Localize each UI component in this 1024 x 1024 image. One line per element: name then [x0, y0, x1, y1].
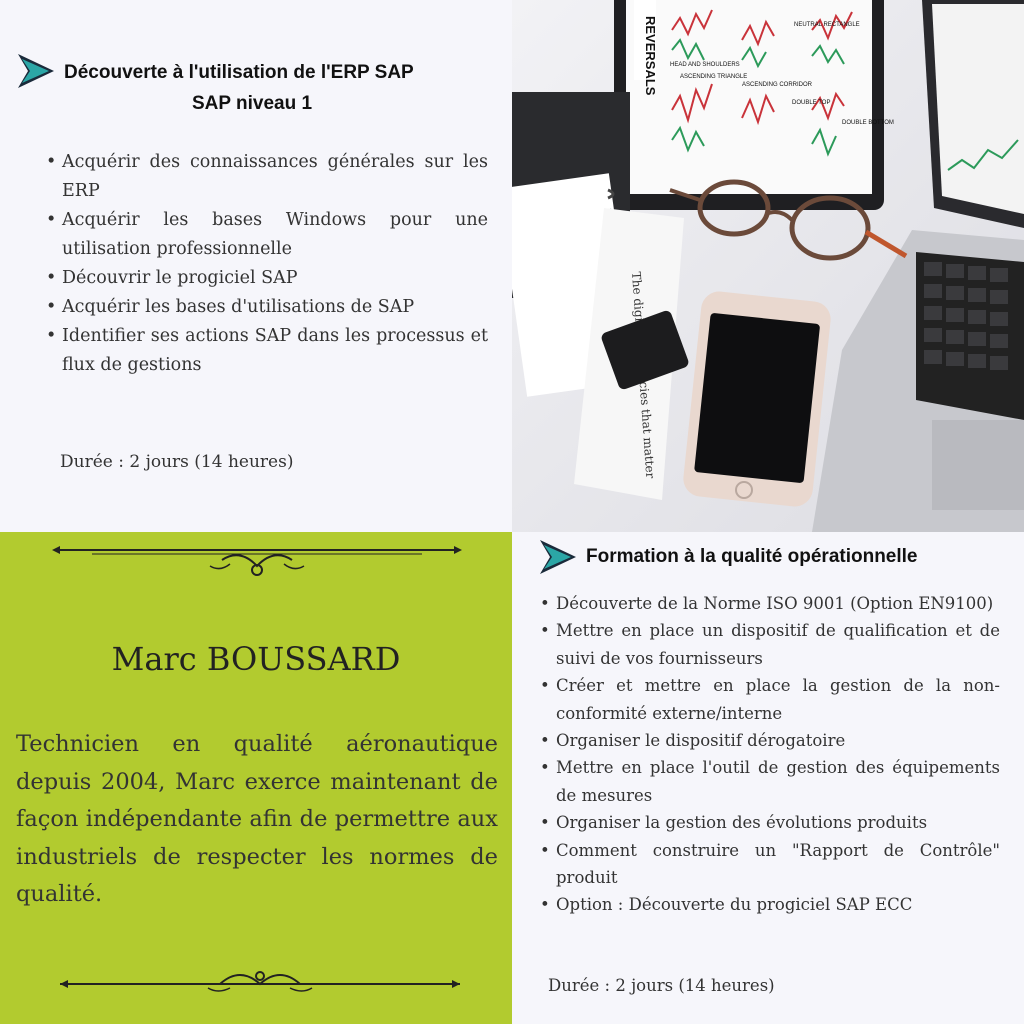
- list-item: • Mettre en place l'outil de gestion des équipements de mesures: [540, 754, 1000, 809]
- sap-training-list: [46, 148, 488, 380]
- list-item: • Organiser la gestion des évolutions produits: [540, 809, 1000, 836]
- list-item: • Identifier ses actions SAP dans les processus et flux de gestions: [46, 322, 488, 380]
- pattern-label: NEUTRAL RECTANGLE: [794, 22, 860, 28]
- sap-training-subtitle: SAP niveau 1: [192, 93, 313, 114]
- list-item: • Acquérir les bases Windows pour une utilisation professionnelle: [46, 206, 488, 264]
- tablet-title: REVERSALS: [643, 16, 658, 96]
- desk-illustration: [512, 0, 1024, 532]
- pattern-label: ASCENDING CORRIDOR: [742, 82, 813, 88]
- trainer-bio: Technicien en qualité aéronautique depuis 2004, Marc exerce maintenant de façon indépendante afin de permettre aux industriels de respecter les normes de qualité.: [16, 731, 498, 907]
- list-item: • Comment construire un "Rapport de Contrôle" produit: [540, 837, 1000, 892]
- ornament-divider-bottom-icon: [60, 966, 460, 996]
- arrow-icon: [16, 52, 56, 90]
- quality-training-list: [540, 590, 1000, 919]
- pattern-label: HEAD AND SHOULDERS: [670, 62, 740, 68]
- arrow-icon: [538, 538, 578, 576]
- list-item: • Acquérir des connaissances générales sur les ERP: [46, 148, 488, 206]
- desk-photo: [512, 0, 1024, 532]
- ornament-divider-top-icon: [52, 540, 462, 580]
- list-item: • Découvrir le progiciel SAP: [46, 264, 488, 293]
- list-item: • Découverte de la Norme ISO 9001 (Option EN9100): [540, 590, 1000, 617]
- sap-training-title: Découverte à l'utilisation de l'ERP SAP: [64, 62, 414, 83]
- trainer-name: Marc BOUSSARD: [111, 640, 401, 678]
- list-item: • Mettre en place un dispositif de qualification et de suivi de vos fournisseurs: [540, 617, 1000, 672]
- list-item: • Créer et mettre en place la gestion de la non-conformité externe/interne: [540, 672, 1000, 727]
- sap-training-duration: Durée : 2 jours (14 heures): [60, 452, 294, 472]
- list-item: • Acquérir les bases d'utilisations de SAP: [46, 293, 488, 322]
- pattern-label: ASCENDING TRIANGLE: [680, 74, 748, 80]
- quality-training-title: Formation à la qualité opérationnelle: [586, 546, 918, 567]
- quality-training-duration: Durée : 2 jours (14 heures): [548, 976, 775, 995]
- pattern-label: DOUBLE TOP: [792, 100, 831, 106]
- list-item: • Option : Découverte du progiciel SAP ECC: [540, 891, 1000, 918]
- list-item: • Organiser le dispositif dérogatoire: [540, 727, 1000, 754]
- pattern-label: DOUBLE BOTTOM: [842, 120, 894, 126]
